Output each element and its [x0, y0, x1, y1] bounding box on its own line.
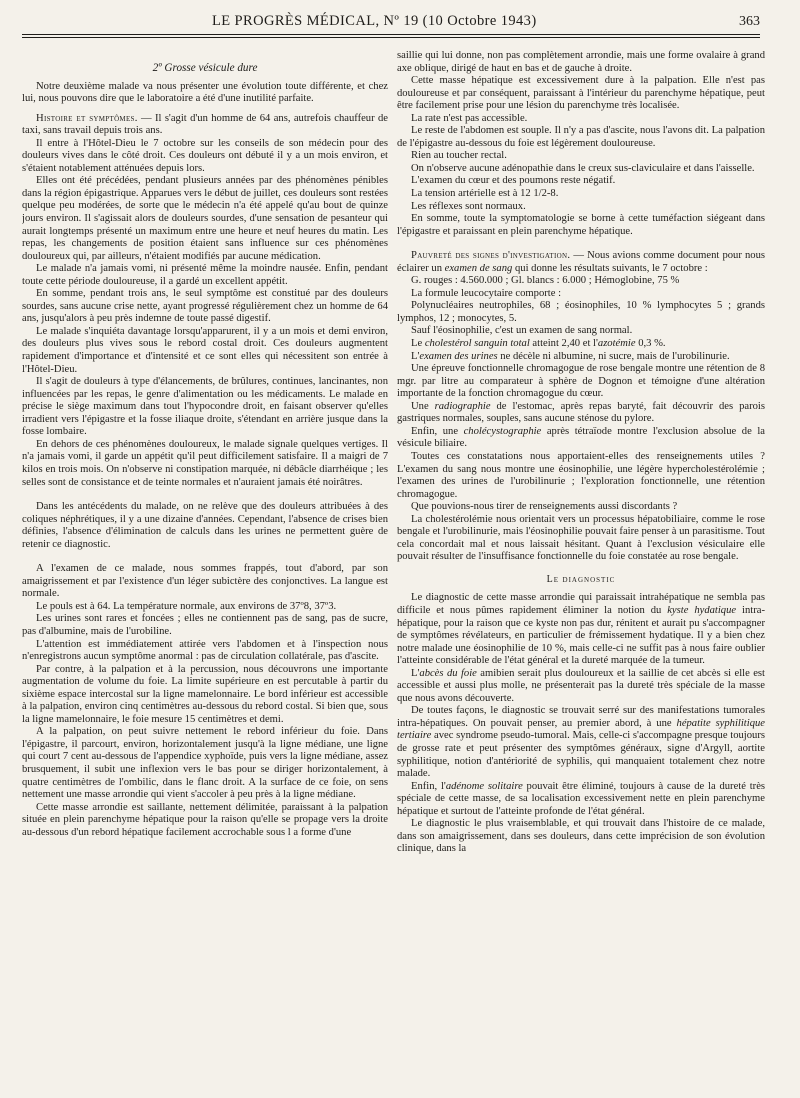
paragraph: L'examen du cœur et des poumons reste négatif. — [411, 175, 616, 187]
paragraph: De toutes façons, le diagnostic se trouvait serré sur des manifestations tumorales intra-hépatiques. On pouvait penser, au premier abord, à une hépatite syphilitique tertiaire avec syndrome pseudo-tumoral. Mais, celle-ci s'accompagne presque toujours de grosse rate et peut présenter des symptômes généraux, signe d'Argyll, aortite syphilitique, notion d'antériorité de syphilis, qui manquaient totalement chez notre malade. — [397, 705, 765, 780]
paragraph: On n'observe aucune adénopathie dans le creux sus-claviculaire et dans l'aisselle. — [411, 162, 755, 174]
paragraph: L'abcès du foie amibien serait plus douloureux et la saillie de cet abcès si elle est accessible et aussi plus molle, ne présenterait pas la dureté très spéciale de la masse que nous avons découverte. — [397, 667, 765, 704]
paragraph: Le reste de l'abdomen est souple. Il n'y a pas d'ascite, nous l'avons dit. La palpation de l'épigastre au-dessous du foie est légèrement douloureuse. — [397, 125, 765, 149]
paragraph: G. rouges : 4.560.000 ; Gl. blancs : 6.000 ; Hémoglobine, 75 % — [411, 275, 680, 287]
paragraph: saillie qui lui donne, non pas complètement arrondie, mais une forme ovalaire à grand axe oblique, dirigé de haut en bas et de gauche à droite. — [397, 50, 765, 74]
paragraph-history — [22, 113, 388, 138]
paragraph: Que pouvions-nous tirer de renseignements aussi discordants ? — [411, 501, 678, 513]
paragraph: Notre deuxième malade va nous présenter une évolution toute différente, et chez lui, nous pouvons dire que le laboratoire a été d'une inutilité parfaite. — [22, 80, 388, 105]
left-column — [22, 48, 388, 1098]
paragraph-investigation: Pauvreté des signes d'investigation. — Nous avions comme document pour nous éclairer un examen de sang qui donne les résultats suivants, le 7 octobre : — [397, 250, 765, 274]
paragraph: Toutes ces constatations nous apportaient-elles des renseignements utiles ? L'examen du sang nous montre une éosinophilie, une légère hypercholestérolémie ; l'examen des urines de l'urobilinurie ; l'exploration fonctionnelle, une rétention chromagogue. — [397, 450, 765, 500]
paragraph: Le diagnostic le plus vraisemblable, et qui trouvait dans l'histoire de ce malade, dans son amaigrissement, dans ses douleurs, dans cette imprécision de son évolution clinique, dans la — [397, 818, 765, 855]
paragraph: Sauf l'éosinophilie, c'est un examen de sang normal. — [411, 325, 633, 337]
paragraph: A l'examen de ce malade, nous sommes frappés, tout d'abord, par son amaigrissement et par l'existence d'un léger subictère des conjonctives. La langue est normale. — [22, 563, 388, 600]
paragraph: Par contre, à la palpation et à la percussion, nous découvrons une importante augmentation de volume du foie. La limite supérieure en est percutable à partir du sixième espace intercostal sur la ligne mamelonnaire. Le bord inférieur est accessible à la palpation, environ cinq centimètres au-dessous du rebord costal. Si bien que, sous la ligne mamelonnaire, le foie mesure 15 centimètres et demi. — [22, 663, 388, 725]
paragraph: Cette masse hépatique est excessivement dure à la palpation. Elle n'est pas douloureuse et par conséquent, paraissant à l'intérieur du parenchyme hépatique, peut être facilement prise pour une lésion du parenchyme très localisée. — [397, 75, 765, 112]
paragraph: Il entre à l'Hôtel-Dieu le 7 octobre sur les conseils de son médecin pour des douleurs vives dans le côté droit. Ces douleurs ont débuté il y a un mois environ, et s'étaient notablement atténuées depuis lors. — [22, 137, 388, 174]
paragraph: L'attention est immédiatement attirée vers l'abdomen et à l'inspection nous n'enregistrons aucun symptôme anormal : pas de circulation collatérale, pas d'ascite. — [22, 638, 388, 663]
header-rule-second — [22, 37, 760, 38]
paragraph: Elles ont été précédées, pendant plusieurs années par des phénomènes pénibles dans la région épigastrique. Apparues vers le début de juillet, ces douleurs sont restées quelque peu modérées, de sorte que le médecin n'a été appelé qu'au bout de quinze jours environ. Il s'agissait alors de douleurs sourdes, d'une sensation de pesanteur qui aurait longtemps présenté un maximum entre une heure et neuf heures du matin. Les repas, les changements de position étaient sans influence sur ces phénomènes douloureux qui, par ailleurs, n'étaient modifiés par aucune médication. — [22, 175, 388, 262]
journal-title: LE PROGRÈS MÉDICAL, Nº 19 (10 Octobre 1943) — [212, 13, 537, 29]
paragraph: L'examen des urines ne décèle ni albumine, ni sucre, mais de l'urobilinurie. — [411, 350, 730, 362]
section-title: 2º Grosse vésicule dure — [152, 62, 258, 74]
paragraph: Enfin, l'adénome solitaire pouvait être éliminé, toujours à cause de la dureté très spéciale de cette masse, de sa localisation excessivement nette en plein parenchyme hépatique et surtout de l'atteinte profonde de l'état général. — [397, 780, 765, 817]
paragraph: La cholestérolémie nous orientait vers un processus hépatobiliaire, comme le rose bengale et l'urobilinurie, mais l'éosinophilie pouvait faire penser à un parasitisme. Tout cela concordait mal et nous laissait hésitant. Quant à l'exclusion vésiculaire elle pouvait résulter de l'insuffisance fonctionnelle du foie constatée au rose bengale. — [397, 513, 765, 563]
page-number: 363 — [739, 14, 760, 29]
paragraph: La formule leucocytaire comporte : — [411, 287, 562, 299]
investigation-heading: Pauvreté des signes d'investigation. — [411, 250, 571, 262]
paragraph: Le malade n'a jamais vomi, ni présenté même la moindre nausée. Enfin, pendant toute cette période douloureuse, il a gardé un excellent appétit. — [22, 263, 388, 287]
history-heading: Histoire et symptômes. — [36, 112, 138, 124]
paragraph: Le pouls est à 64. La température normale, aux environs de 37º8, 37º3. — [36, 600, 337, 612]
paragraph: La rate n'est pas accessible. — [411, 112, 528, 124]
paragraph: A la palpation, on peut suivre nettement le rebord inférieur du foie. Dans l'épigastre, il parcourt, environ, horizontalement jusqu'à la ligne médiane, une ligne qui court 7 cent au-dessous de l'appendice xyphoïde, puis vers la ligne médiane, assez brusquement, il subit une inflexion vers le bas pour se diriger horizontalement, à quatre centimètres de l'ombilic, dans le flanc droit. A la surface de ce foie, on sens nettement une masse arrondie qui vient s'accoler à peu près à la ligne médiane. — [22, 726, 388, 801]
running-header — [22, 13, 760, 33]
paragraph: Le diagnostic de cette masse arrondie qui paraissait intrahépatique ne sembla pas difficile et nous pûmes rapidement éliminer la notion du kyste hydatique intra-hépatique, pour la raison que ce kyste non pas dur, rénitent et aurait pu s'accompagner de symptômes révélateurs, en particulier de frémissement hydatique. Il y a bien chez notre malade une éosinophilie de 10 %, mais celle-ci ne suffit pas à nous faire oublier l'atteinte considérable de l'état général et la dureté marquée de la tumeur. — [397, 592, 765, 667]
paragraph: Le malade s'inquiéta davantage lorsqu'apparurent, il y a un mois et demi environ, des douleurs plus vives sous le rebord costal droit. Ces douleurs augmentent rapidement d'importance et d'intensité et ce sont elles qui nécessitent son entrée à l'Hôtel-Dieu. — [22, 325, 388, 375]
right-column — [397, 50, 765, 1098]
paragraph: En somme, pendant trois ans, le seul symptôme est constitué par des douleurs sourdes, sans aucune crise nette, ayant progressé régulièrement chez un homme de 64 ans, jusqu'alors à peu près indemne de toute passé digestif. — [22, 288, 388, 325]
header-rule — [22, 34, 760, 35]
paragraph: En dehors de ces phénomènes douloureux, le malade signale quelques vertiges. Il n'a jamais vomi, il garde un appétit qu'il peut difficilement satisfaire. Il a maigri de 7 kilos en trois mois. On n'observe ni constipation marquée, ni débâcle diarrhéique ; les selles sont de consistance et de teinte normales et n'auraient jamais été noirâtres. — [22, 438, 388, 488]
paragraph: Il s'agit de douleurs à type d'élancements, de brûlures, continues, lancinantes, non influencées par les repas, le genre d'alimentation ou les médicaments. Le malade en précise le siège maximum dans tout l'hypocondre droit, en faisant observer qu'elles irradient vers l'épigastre et la fosse iliaque droite, s'étendant en arrière jusque dans la fosse lombaire. — [22, 376, 388, 438]
paragraph: Le cholestérol sanguin total atteint 2,40 et l'azotémie 0,3 %. — [411, 338, 666, 350]
paragraph: Les urines sont rares et foncées ; elles ne contiennent pas de sang, pas de sucre, pas d'albumine, mais de l'urobiline. — [22, 613, 388, 637]
paragraph: Une radiographie de l'estomac, après repas baryté, fait découvrir des parois gastriques normales, souples, sans aucune sténose du pylore. — [397, 400, 765, 425]
diagnosis-title: Le diagnostic — [546, 573, 616, 585]
history-text: — Il s'agit d'un homme de 64 ans, autrefois chauffeur de taxi, sans travail depuis trois ans. — [22, 112, 388, 137]
paragraph: Enfin, une cholécystographie après tétraïode montre l'exclusion absolue de la vésicule biliaire. — [397, 425, 765, 450]
paragraph: Les réflexes sont normaux. — [411, 200, 526, 212]
paragraph: Une épreuve fonctionnelle chromagogue de rose bengale montre une rétention de 8 mgr. par litre au comparateur à sphère de Dognon et témoigne d'une altération importante de la fonction chromagogue du cœur. — [397, 363, 765, 400]
paragraph: Rien au toucher rectal. — [411, 150, 507, 162]
paragraph: En somme, toute la symptomatologie se borne à cette tuméfaction siégeant dans l'épigastre et paraissant en plein parenchyme hépatique. — [397, 213, 765, 237]
paragraph: La tension artérielle est à 12 1/2-8. — [411, 188, 559, 200]
paragraph: Dans les antécédents du malade, on ne relève que des douleurs attribuées à des coliques néphrétiques, il y a une dizaine d'années. Cependant, l'absence de crises bien définies, l'absence d'élimination de calculs dans les urines ne permettent guère de retenir ce diagnostic. — [22, 501, 388, 550]
paragraph: Cette masse arrondie est saillante, nettement délimitée, paraissant à la palpation située en plein parenchyme hépatique pour la raison qu'elle se propage vers la droite au-dessous d'un rebord hépatique facilement accrochable sous l a forme d'une — [22, 801, 388, 838]
paragraph: Polynucléaires neutrophiles, 68 ; éosinophiles, 10 % lymphocytes 5 ; grands lymphos, 12 ; monocytes, 5. — [397, 300, 765, 324]
